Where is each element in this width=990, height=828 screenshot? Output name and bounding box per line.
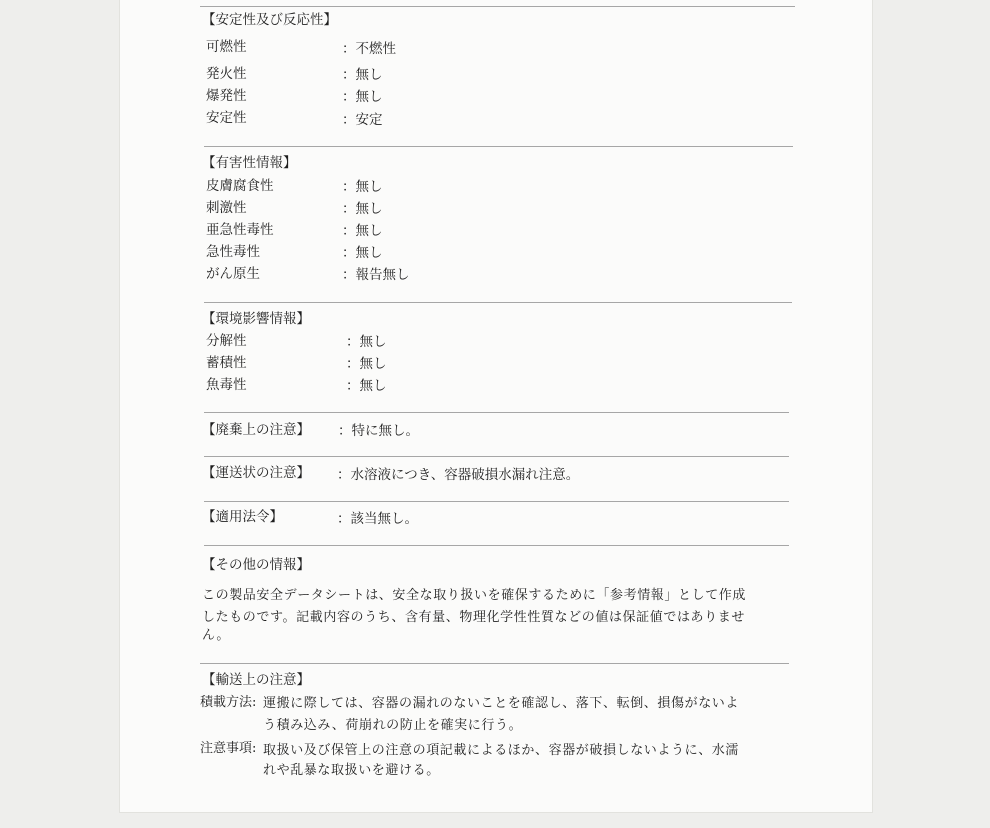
row-label: 発火性 bbox=[206, 66, 247, 82]
divider bbox=[204, 302, 792, 303]
row-value: ：不燃性 bbox=[342, 41, 396, 57]
divider bbox=[200, 663, 789, 664]
disposal-value: ：特に無し。 bbox=[338, 423, 419, 439]
row-label: 急性毒性 bbox=[206, 244, 260, 260]
shipping-item-text: 取扱い及び保管上の注意の項記載によるほか、容器が破損しないように、水濡 bbox=[263, 743, 740, 758]
other-text-line: この製品安全データシートは、安全な取り扱いを確保するために「参考情報」として作成 bbox=[202, 588, 747, 603]
row-value: ：安定 bbox=[342, 112, 383, 128]
row-value: ：無し bbox=[342, 245, 383, 261]
section-heading-stability: 【安定性及び反応性】 bbox=[202, 12, 337, 28]
row-value: ：無し bbox=[342, 201, 383, 217]
row-label: 皮膚腐食性 bbox=[206, 178, 274, 194]
transport-value: ：水溶液につき、容器破損水漏れ注意。 bbox=[337, 467, 580, 483]
row-value: ：無し bbox=[342, 223, 383, 239]
divider bbox=[204, 501, 789, 502]
section-heading-law: 【適用法令】 bbox=[202, 509, 283, 525]
row-label: 魚毒性 bbox=[206, 377, 247, 393]
row-label: 可燃性 bbox=[206, 39, 247, 55]
row-label: 蓄積性 bbox=[206, 355, 247, 371]
shipping-item-label: 注意事項: bbox=[200, 741, 257, 756]
section-heading-environment: 【環境影響情報】 bbox=[202, 311, 310, 327]
row-label: 亜急性毒性 bbox=[206, 222, 274, 238]
row-value: ：無し bbox=[346, 378, 387, 394]
shipping-item-text: う積み込み、荷崩れの防止を確実に行う。 bbox=[263, 718, 523, 733]
divider bbox=[204, 545, 789, 546]
law-value: ：該当無し。 bbox=[337, 511, 418, 527]
row-value: ：無し bbox=[342, 179, 383, 195]
section-heading-shipping: 【輸送上の注意】 bbox=[202, 672, 310, 688]
shipping-item-label: 積載方法: bbox=[200, 695, 257, 710]
divider bbox=[204, 412, 789, 413]
row-value: ：無し bbox=[342, 89, 383, 105]
section-heading-transport: 【運送状の注意】 bbox=[202, 465, 310, 481]
section-heading-hazard: 【有害性情報】 bbox=[202, 155, 297, 171]
row-value: ：報告無し bbox=[342, 267, 410, 283]
row-label: がん原生 bbox=[206, 266, 260, 282]
row-label: 爆発性 bbox=[206, 88, 247, 104]
divider bbox=[200, 6, 795, 7]
section-heading-disposal: 【廃棄上の注意】 bbox=[202, 422, 310, 438]
row-value: ：無し bbox=[346, 334, 387, 350]
row-label: 分解性 bbox=[206, 333, 247, 349]
other-text-line: ん。 bbox=[202, 628, 230, 643]
row-value: ：無し bbox=[346, 356, 387, 372]
row-label: 刺激性 bbox=[206, 200, 247, 216]
shipping-item-text: れや乱暴な取扱いを避ける。 bbox=[263, 763, 440, 778]
shipping-item-text: 運搬に際しては、容器の漏れのないことを確認し、落下、転倒、損傷がないよ bbox=[263, 696, 740, 711]
divider bbox=[204, 146, 793, 147]
row-value: ：無し bbox=[342, 67, 383, 83]
row-label: 安定性 bbox=[206, 110, 247, 126]
divider bbox=[204, 456, 789, 457]
other-text-line: したものです。記載内容のうち、含有量、物理化学性性質などの値は保証値ではありませ bbox=[202, 610, 745, 625]
section-heading-other: 【その他の情報】 bbox=[202, 557, 310, 573]
